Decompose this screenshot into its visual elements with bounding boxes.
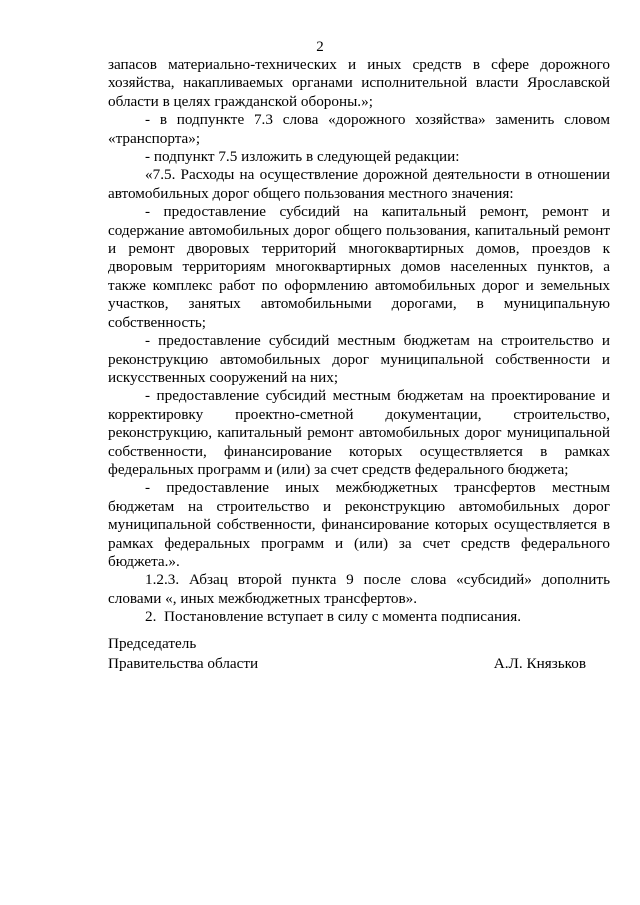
- signature-line-1: [108, 634, 610, 654]
- signatory-name: А.Л. Князьков: [493, 655, 586, 672]
- signature-block: [108, 634, 610, 674]
- paragraph: - предоставление иных межбюджетных трансфертов местным бюджетам на строительство и реконструкцию автомобильных дорог муниципальной собственности, финансирование которых осуществляется в рамках федеральных программ и (или) за счет средств федерального бюджета.».: [108, 479, 610, 570]
- paragraph: - подпункт 7.5 изложить в следующей редакции:: [145, 148, 460, 166]
- signature-line-2: [108, 654, 610, 674]
- paragraph: - предоставление субсидий на капитальный ремонт, ремонт и содержание автомобильных дорог общего пользования, капитальный ремонт и ремонт дворовых территорий многоквартирных домов, проездов к дворовым территориям многоквартирных домов населенных пунктов, а также комплекс работ по оформлению автомобильных дорог и земельных участков, занятых автомобильными дорогами, в муниципальную собственность;: [108, 203, 610, 331]
- paragraph: «7.5. Расходы на осуществление дорожной деятельности в отношении автомобильных дорог общего пользования местного значения:: [108, 166, 610, 202]
- paragraph: - предоставление субсидий местным бюджетам на строительство и реконструкцию автомобильных дорог муниципальной собственности и искусственных сооружений на них;: [108, 332, 610, 386]
- document-body: [108, 56, 610, 627]
- signatory-position-line-2: Правительства области: [108, 655, 259, 672]
- paragraph: 1.2.3. Абзац второй пункта 9 после слова «субсидий» дополнить словами «, иных межбюджетных трансфертов».: [108, 571, 610, 607]
- paragraph: - предоставление субсидий местным бюджетам на проектирование и корректировку проектно-сметной документации, строительство, реконструкцию, капитальный ремонт автомобильных дорог муниципальной собственности, финансирование которых осуществляется в рамках федеральных программ и (или) за счет средств федерального бюджета;: [108, 387, 610, 478]
- paragraph: - в подпункте 7.3 слова «дорожного хозяйства» заменить словом «транспорта»;: [108, 111, 610, 147]
- paragraph: 2. Постановление вступает в силу с момента подписания.: [145, 608, 522, 626]
- page-number: 2: [316, 39, 324, 55]
- signatory-position-line-1: Председатель: [108, 635, 197, 652]
- paragraph: запасов материально-технических и иных средств в сфере дорожного хозяйства, накапливаемых органами исполнительной власти Ярославской области в целях гражданской обороны.»;: [108, 56, 610, 110]
